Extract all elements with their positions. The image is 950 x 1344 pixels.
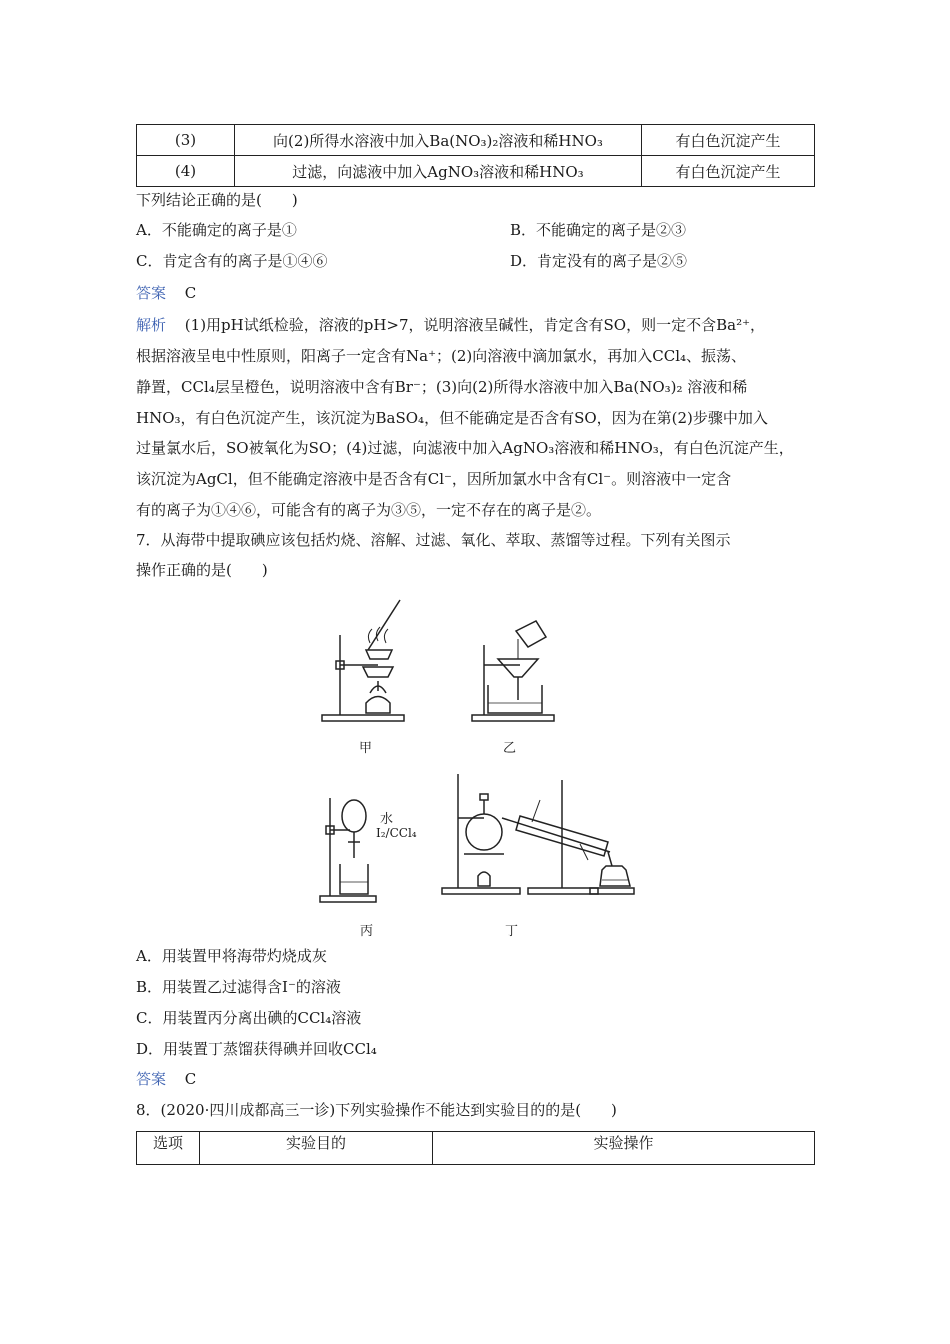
label-ding: 丁 — [505, 924, 519, 939]
q6-analysis-line-2: 根据溶液呈电中性原则，阳离子一定含有Na⁺；(2)向溶液中滴加氯水，再加入CCl₄、振荡、 — [136, 347, 747, 365]
label-i2-ccl4: I₂/CCl₄ — [376, 826, 417, 840]
q8-stem: 8．(2020·四川成都高三一诊)下列实验操作不能达到实验目的的是( ) — [136, 1101, 617, 1119]
label-yi: 乙 — [503, 741, 517, 756]
q6-answer — [136, 283, 196, 303]
q6-analysis-line-1 — [136, 315, 765, 335]
q7-stem-line-1: 7．从海带中提取碘应该包括灼烧、溶解、过滤、氧化、萃取、蒸馏等过程。下列有关图示 — [136, 531, 731, 549]
q7-answer — [136, 1069, 196, 1089]
step-number: (4) — [137, 156, 235, 187]
header-purpose: 实验目的 — [200, 1132, 433, 1165]
header-operation: 实验操作 — [433, 1132, 815, 1165]
q7-stem-line-2: 操作正确的是( ) — [136, 561, 268, 579]
operation-cell: 向(2)所得水溶液中加入Ba(NO₃)₂溶液和稀HNO₃ — [235, 125, 642, 156]
label-water: 水 — [380, 812, 394, 827]
table-row — [137, 156, 815, 187]
label-bing: 丙 — [360, 924, 374, 939]
header-option: 选项 — [137, 1132, 200, 1165]
answer-value: C — [184, 284, 197, 302]
q8-table — [136, 1131, 815, 1165]
apparatus-yi-diagram — [470, 615, 580, 730]
analysis-label: 解析 — [136, 316, 167, 334]
q6-analysis-line-5: 过量氯水后，SO被氧化为SO；(4)过滤，向滤液中加入AgNO₃溶液和稀HNO₃，有白色沉淀产生， — [136, 439, 794, 457]
q6-option-a: A．不能确定的离子是① — [136, 221, 297, 239]
q6-option-b: B．不能确定的离子是②③ — [510, 221, 687, 239]
apparatus-ding-diagram — [440, 770, 640, 905]
analysis-text: (1)用pH试纸检验，溶液的pH>7，说明溶液呈碱性，肯定含有SO，则一定不含Ba²⁺， — [184, 316, 765, 334]
q7-option-c: C．用装置丙分离出碘的CCl₄溶液 — [136, 1009, 362, 1027]
answer-value: C — [184, 1070, 197, 1088]
step-number: (3) — [137, 125, 235, 156]
q6-analysis-line-3: 静置，CCl₄层呈橙色，说明溶液中含有Br⁻；(3)向(2)所得水溶液中加入Ba(NO₃)₂ 溶液和稀 — [136, 378, 748, 396]
q6-analysis-line-7: 有的离子为①④⑥，可能含有的离子为③⑤，一定不存在的离子是②。 — [136, 501, 602, 519]
answer-label: 答案 — [136, 284, 167, 302]
answer-label: 答案 — [136, 1070, 167, 1088]
q6-option-c: C．肯定含有的离子是①④⑥ — [136, 252, 328, 270]
q6-analysis-line-4: HNO₃，有白色沉淀产生，该沉淀为BaSO₄，但不能确定是否含有SO，因为在第(2)步骤中加入 — [136, 409, 768, 427]
apparatus-bing-diagram — [318, 778, 378, 913]
observation-table — [136, 124, 815, 187]
q6-option-d: D．肯定没有的离子是②⑤ — [510, 252, 688, 270]
apparatus-jia-diagram — [318, 595, 418, 730]
observation-cell: 有白色沉淀产生 — [642, 156, 815, 187]
q6-stem: 下列结论正确的是( ) — [136, 191, 298, 209]
table-row — [137, 125, 815, 156]
table-header-row — [137, 1132, 815, 1165]
operation-cell: 过滤，向滤液中加入AgNO₃溶液和稀HNO₃ — [235, 156, 642, 187]
q7-option-a: A．用装置甲将海带灼烧成灰 — [136, 947, 327, 965]
q7-option-d: D．用装置丁蒸馏获得碘并回收CCl₄ — [136, 1040, 377, 1058]
label-jia: 甲 — [359, 741, 373, 756]
q6-analysis-line-6: 该沉淀为AgCl，但不能确定溶液中是否含有Cl⁻，因所加氯水中含有Cl⁻。则溶液中一定含 — [136, 470, 732, 488]
observation-cell: 有白色沉淀产生 — [642, 125, 815, 156]
q7-option-b: B．用装置乙过滤得含I⁻的溶液 — [136, 978, 341, 996]
